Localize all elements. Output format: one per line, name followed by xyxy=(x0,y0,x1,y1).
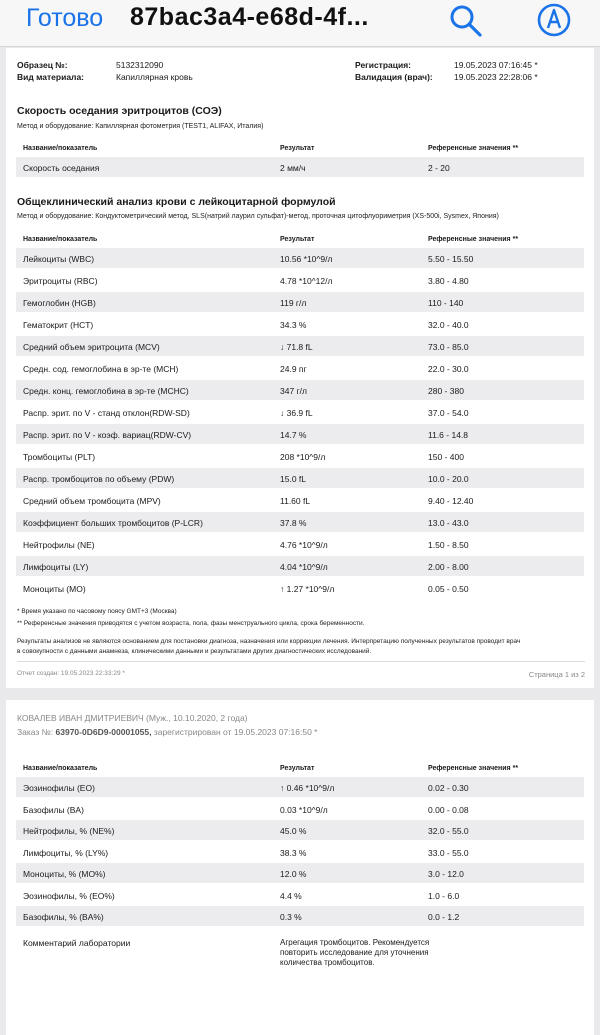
table-row xyxy=(16,446,584,466)
row-reference: 32.0 - 40.0 xyxy=(428,320,469,330)
row-reference: 10.0 - 20.0 xyxy=(428,474,469,484)
row-name: Эозинофилы (EO) xyxy=(23,783,95,793)
sample-value: 5132312090 xyxy=(116,60,164,70)
row-name: Базофилы, % (BA%) xyxy=(23,912,104,922)
esr-method: Метод и оборудование: Капиллярная фотометрия (TEST1, ALIFAX, Италия) xyxy=(17,123,264,130)
row-name: Средний объем эритроцита (MCV) xyxy=(23,342,160,352)
table-row xyxy=(16,292,584,312)
table-row xyxy=(16,556,584,576)
row-reference: 73.0 - 85.0 xyxy=(428,342,469,352)
table-row xyxy=(16,490,584,510)
table-row xyxy=(16,512,584,532)
table-row xyxy=(16,820,584,840)
reference-note: ** Референсные значения приводятся с учетом возраста, пола, фазы менструального цикла, срока беременности. xyxy=(17,620,365,627)
column-ref-header: Референсные значения ** xyxy=(428,765,519,772)
column-result-header: Результат xyxy=(280,765,315,772)
table-row xyxy=(16,906,584,926)
registration-value: 19.05.2023 07:16:45 * xyxy=(454,60,538,70)
disclaimer-line-2: в совокупности с данными анамнеза, клиническими данными и результатами других диагностических исследований. xyxy=(17,648,372,655)
row-result: 45.0 % xyxy=(280,826,307,836)
row-name: Тромбоциты (PLT) xyxy=(23,452,96,462)
lab-comment-text: Агрегация тромбоцитов. Рекомендуется повторить исследование для уточнения количества тромбоцитов. xyxy=(280,938,430,967)
markup-pen-icon[interactable] xyxy=(536,2,572,38)
row-result: 38.3 % xyxy=(280,847,307,858)
column-ref-header: Референсные значения ** xyxy=(428,236,519,243)
row-reference: 5.50 - 15.50 xyxy=(428,254,474,264)
row-reference: 110 - 140 xyxy=(428,298,464,308)
cbc-section-title: Общеклинический анализ крови с лейкоцитарной формулой xyxy=(17,196,336,208)
row-reference: 22.0 - 30.0 xyxy=(428,364,469,374)
validation-value: 19.05.2023 22:28:06 * xyxy=(454,72,538,82)
row-result: 10.56 *10^9/л xyxy=(280,254,333,264)
column-ref-header: Референсные значения ** xyxy=(428,145,519,152)
order-prefix: Заказ №: xyxy=(17,727,54,737)
registration-label: Регистрация: xyxy=(355,60,412,70)
cbc2-table-header xyxy=(16,762,584,778)
table-row xyxy=(16,534,584,554)
row-name: Моноциты, % (MO%) xyxy=(23,869,106,879)
row-reference: 0.0 - 1.2 xyxy=(428,912,460,922)
search-icon[interactable] xyxy=(448,3,484,39)
esr-table-header xyxy=(16,142,584,158)
cbc-table-header xyxy=(16,233,584,249)
column-result-header: Результат xyxy=(280,236,315,243)
order-number: 63970-0D6D9-00001055, xyxy=(55,727,152,737)
sample-label: Образец №: xyxy=(17,60,68,70)
row-name: Распр. эрит. по V - станд отклон(RDW-SD) xyxy=(23,408,190,418)
row-name: Гематокрит (HCT) xyxy=(23,320,94,330)
row-result: ↓ 71.8 fL xyxy=(280,342,313,352)
patient-line: КОВАЛЕВ ИВАН ДМИТРИЕВИЧ (Муж., 10.10.2020, 2 года) xyxy=(17,713,248,723)
row-result: 119 г/л xyxy=(280,298,307,308)
row-reference: 1.50 - 8.50 xyxy=(428,540,469,550)
row-name: Лимфоциты, % (LY%) xyxy=(23,847,109,858)
row-result: 11.60 fL xyxy=(280,496,311,506)
row-result: 14.7 % xyxy=(280,430,307,440)
disclaimer-line-1: Результаты анализов не являются основанием для постановки диагноза, назначения или коррекции лечения. Интерпретацию полученных результатов проводит врач xyxy=(17,638,521,645)
row-result: 347 г/л xyxy=(280,386,307,396)
navigation-bar xyxy=(0,0,600,47)
table-row xyxy=(16,380,584,400)
row-name: Базофилы (BA) xyxy=(23,804,84,815)
row-name: Нейтрофилы (NE) xyxy=(23,540,95,550)
done-button[interactable]: Готово xyxy=(26,4,104,32)
order-suffix: зарегистрирован от 19.05.2023 07:16:50 * xyxy=(153,727,318,737)
row-name: Коэффициент больших тромбоцитов (P-LCR) xyxy=(23,518,203,528)
row-reference: 1.0 - 6.0 xyxy=(428,890,460,901)
row-result: ↑ 1.27 *10^9/л xyxy=(280,584,335,594)
lab-comment-label: Комментарий лаборатории xyxy=(23,938,131,948)
row-reference: 3.0 - 12.0 xyxy=(428,869,464,879)
row-result: 0.3 % xyxy=(280,912,302,922)
table-row xyxy=(16,157,584,177)
row-result: ↓ 36.9 fL xyxy=(280,408,313,418)
row-reference: 0.05 - 0.50 xyxy=(428,584,469,594)
row-reference: 13.0 - 43.0 xyxy=(428,518,469,528)
row-result: 12.0 % xyxy=(280,869,307,879)
table-row xyxy=(16,358,584,378)
row-result: 208 *10^9/л xyxy=(280,452,326,462)
row-name: Нейтрофилы, % (NE%) xyxy=(23,826,115,836)
table-row xyxy=(16,336,584,356)
row-name: Средний объем тромбоцита (MPV) xyxy=(23,496,161,506)
row-result: 15.0 fL xyxy=(280,474,306,484)
row-name: Средн. конц. гемоглобина в эр-те (MCHC) xyxy=(23,386,189,396)
row-result: 0.03 *10^9/л xyxy=(280,804,328,815)
table-row xyxy=(16,799,584,819)
row-reference: 0.00 - 0.08 xyxy=(428,804,469,815)
row-result: ↑ 0.46 *10^9/л xyxy=(280,783,335,793)
material-value: Капиллярная кровь xyxy=(116,72,193,82)
row-reference: 9.40 - 12.40 xyxy=(428,496,474,506)
row-name: Распр. эрит. по V - коэф. вариац(RDW-CV) xyxy=(23,430,192,440)
row-reference: 150 - 400 xyxy=(428,452,464,462)
table-row xyxy=(16,777,584,797)
report-created: Отчет создан: 19.05.2023 22:33:29 * xyxy=(17,670,125,677)
cbc-method: Метод и оборудование: Кондуктометрический метод, SLS(натрий лаурил сульфат)-метод, проточная цитофлуориметрия (XS-500i, Sysmex, Япония) xyxy=(17,213,499,220)
timezone-note: * Время указано по часовому поясу GMT+3 (Москва) xyxy=(17,608,177,615)
table-row xyxy=(16,468,584,488)
table-row xyxy=(16,578,584,598)
row-name: Лейкоциты (WBC) xyxy=(23,254,95,264)
footer-divider xyxy=(17,661,585,662)
row-result: 4.04 *10^9/л xyxy=(280,562,328,572)
page-number: Страница 1 из 2 xyxy=(528,670,585,679)
table-row xyxy=(16,842,584,862)
row-name: Моноциты (MO) xyxy=(23,584,86,594)
material-label: Вид материала: xyxy=(17,72,85,82)
report-page-1 xyxy=(6,48,594,688)
column-name-header: Название/показатель xyxy=(23,765,98,772)
table-row xyxy=(16,402,584,422)
order-line xyxy=(17,727,318,737)
row-reference: 2.00 - 8.00 xyxy=(428,562,469,572)
row-name: Скорость оседания xyxy=(23,163,100,173)
table-row xyxy=(16,863,584,883)
row-name: Эритроциты (RBC) xyxy=(23,276,98,286)
row-reference: 32.0 - 55.0 xyxy=(428,826,469,836)
validation-label: Валидация (врач): xyxy=(355,72,433,82)
column-name-header: Название/показатель xyxy=(23,145,98,152)
report-page-2 xyxy=(6,700,594,1035)
row-result: 4.4 % xyxy=(280,890,302,901)
row-reference: 3.80 - 4.80 xyxy=(428,276,469,286)
row-reference: 11.6 - 14.8 xyxy=(428,430,469,440)
row-result: 4.76 *10^9/л xyxy=(280,540,328,550)
column-name-header: Название/показатель xyxy=(23,236,98,243)
table-row xyxy=(16,424,584,444)
row-result: 24.9 пг xyxy=(280,364,307,374)
row-name: Эозинофилы, % (EO%) xyxy=(23,890,115,901)
row-reference: 2 - 20 xyxy=(428,163,450,173)
row-name: Гемоглобин (HGB) xyxy=(23,298,96,308)
row-result: 2 мм/ч xyxy=(280,163,306,173)
row-reference: 33.0 - 55.0 xyxy=(428,847,469,858)
table-row xyxy=(16,248,584,268)
esr-section-title: Скорость оседания эритроцитов (СОЭ) xyxy=(17,105,222,117)
table-row xyxy=(16,270,584,290)
row-reference: 280 - 380 xyxy=(428,386,464,396)
table-row xyxy=(16,885,584,905)
row-name: Распр. тромбоцитов по объему (PDW) xyxy=(23,474,175,484)
row-reference: 37.0 - 54.0 xyxy=(428,408,469,418)
table-row xyxy=(16,314,584,334)
row-result: 37.8 % xyxy=(280,518,307,528)
document-title: 87bac3a4-e68d-4f... xyxy=(130,3,369,31)
row-reference: 0.02 - 0.30 xyxy=(428,783,469,793)
row-name: Средн. сод. гемоглобина в эр-те (MCH) xyxy=(23,364,179,374)
row-result: 34.3 % xyxy=(280,320,307,330)
column-result-header: Результат xyxy=(280,145,315,152)
row-result: 4.78 *10^12/л xyxy=(280,276,333,286)
row-name: Лимфоциты (LY) xyxy=(23,562,89,572)
